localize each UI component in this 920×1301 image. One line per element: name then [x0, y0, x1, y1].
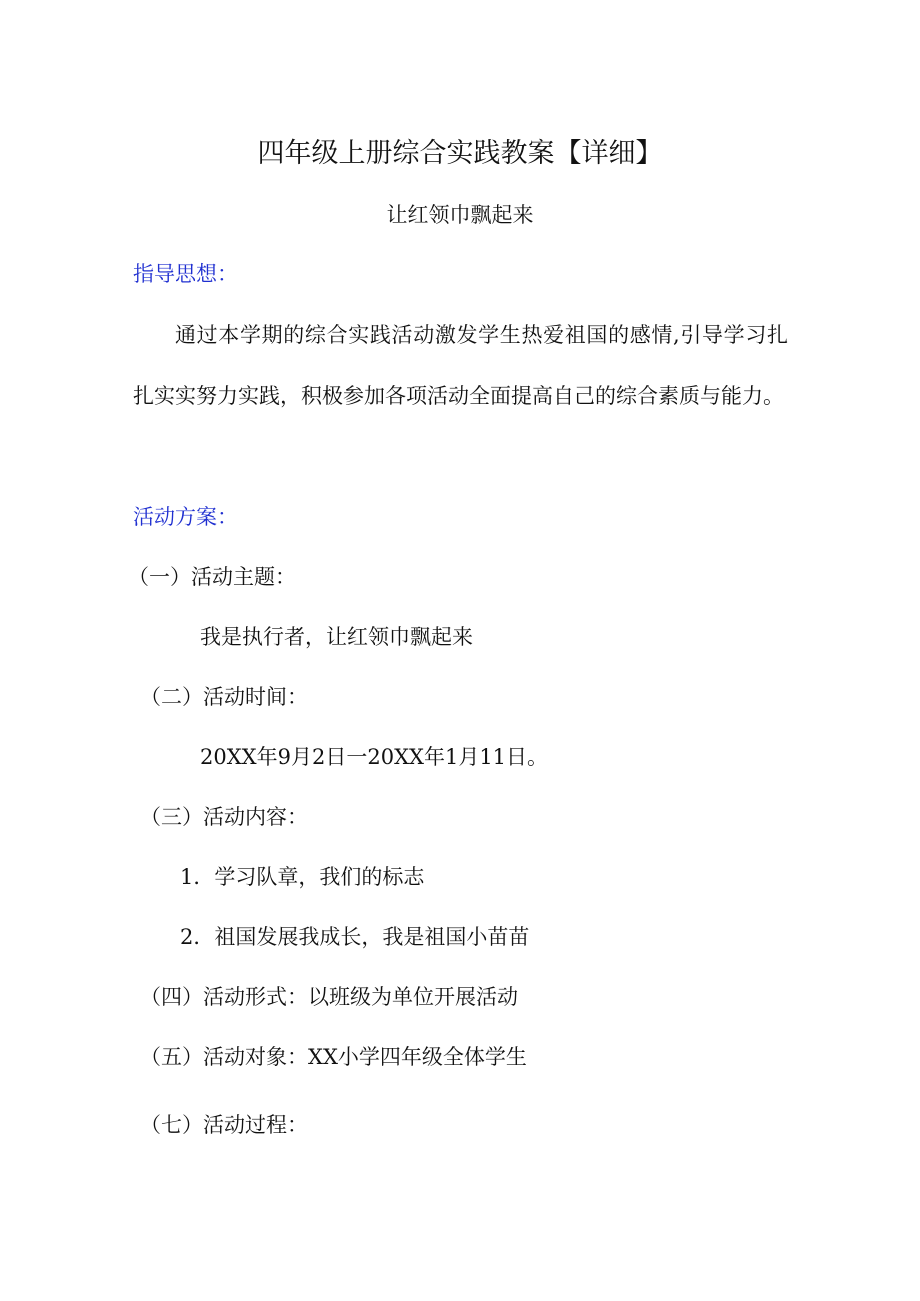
document-title: 四年级上册综合实践教案【详细】	[257, 138, 663, 169]
activity-target-line: （五）活动对象：XX小学四年级全体学生	[140, 1045, 527, 1069]
activity-content-label: （三）活动内容：	[140, 805, 308, 829]
activity-theme-value: 我是执行者，让红领巾飘起来	[200, 625, 473, 649]
activity-theme-label: （一）活动主题：	[128, 565, 296, 589]
activity-content-item: 1．学习队章，我们的标志	[180, 865, 425, 889]
guiding-thought-heading: 指导思想：	[133, 262, 238, 286]
activity-time-value: 20XX年9月2日一20XX年1月11日。	[200, 745, 549, 769]
activity-process-label: （七）活动过程：	[140, 1113, 308, 1137]
guiding-thought-paragraph: 通过本学期的综合实践活动激发学生热爱祖国的感情,引导学习扎扎实实努力实践，积极参加各项活动全面提高自己的综合素质与能力。	[133, 323, 788, 408]
activity-content-item: 2．祖国发展我成长，我是祖国小苗苗	[180, 925, 530, 949]
activity-time-label: （二）活动时间：	[140, 685, 308, 709]
activity-plan-heading: 活动方案：	[133, 505, 238, 529]
document-subtitle: 让红领巾飘起来	[386, 203, 534, 227]
activity-form-line: （四）活动形式：以班级为单位开展活动	[140, 985, 518, 1009]
